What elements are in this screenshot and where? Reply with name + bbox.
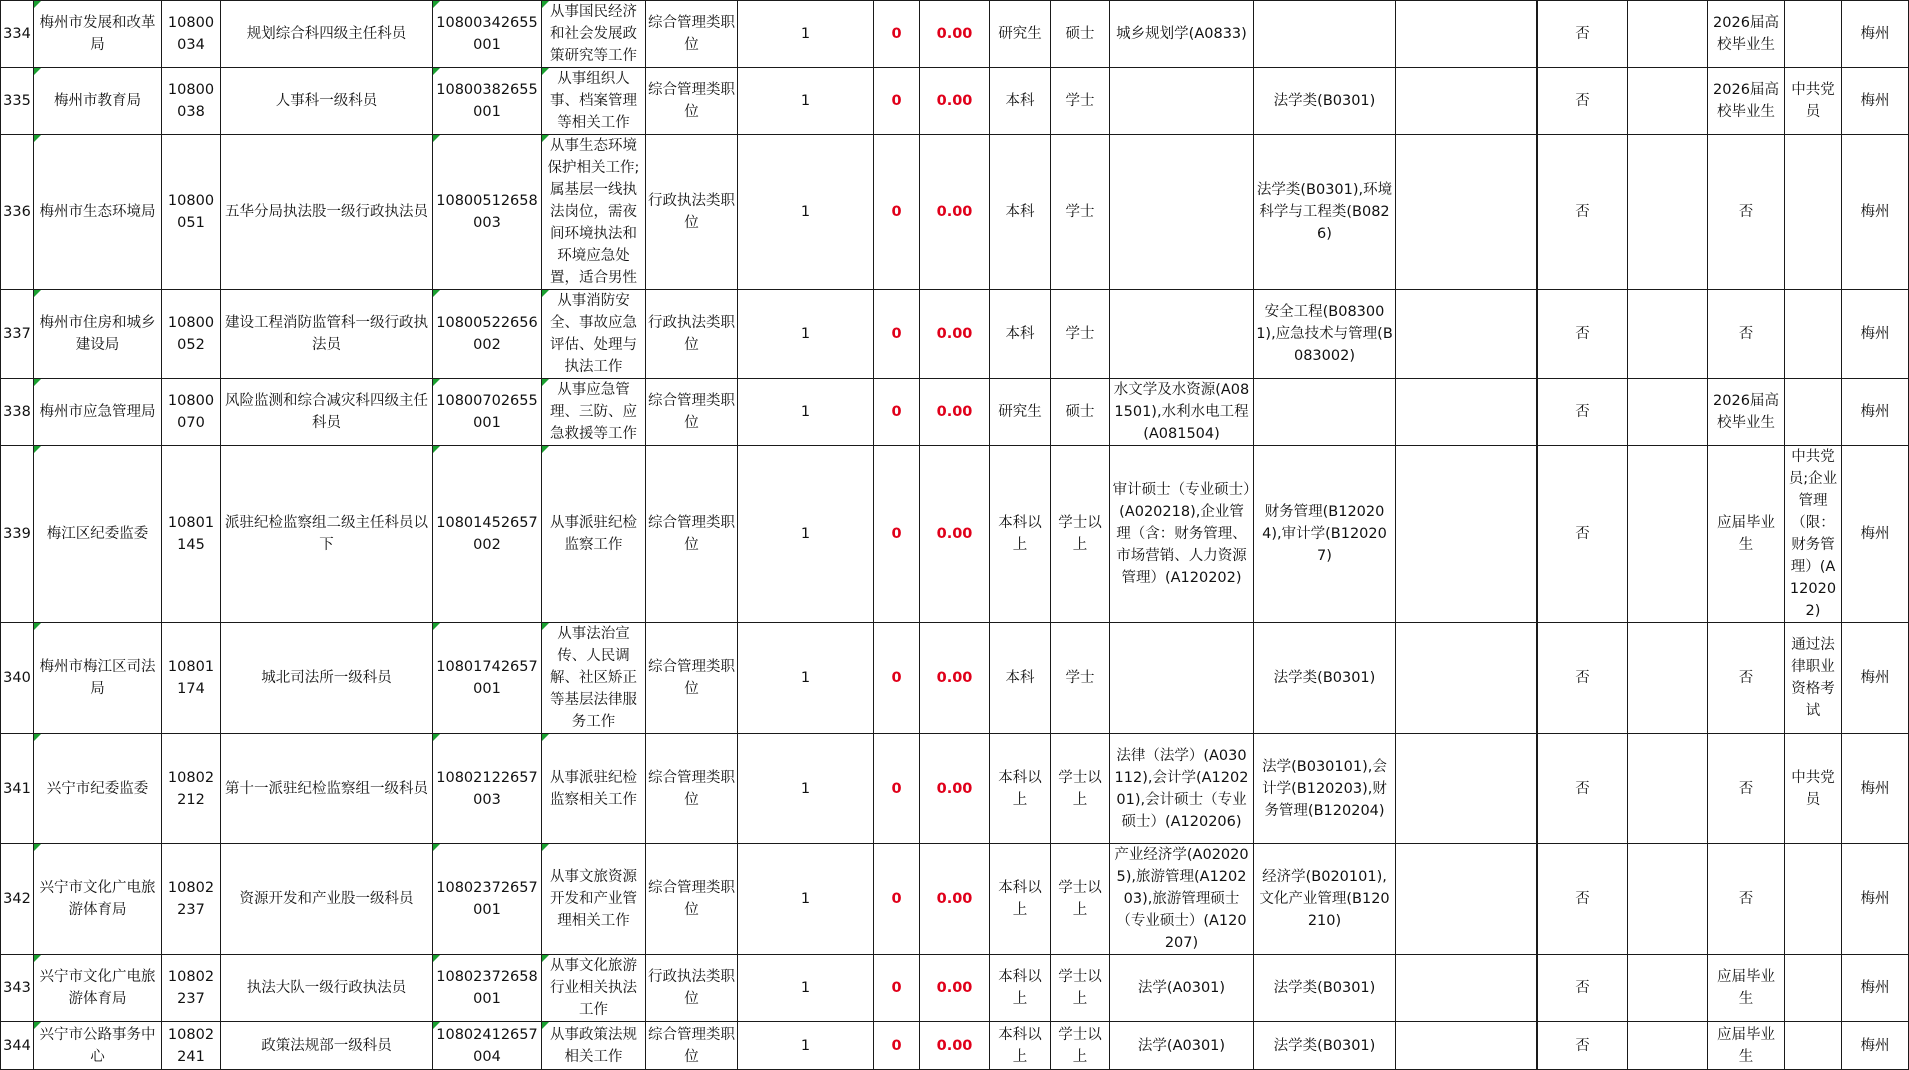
cell-quota[interactable]: 1 (738, 135, 874, 290)
table-body (1, 1, 1909, 1070)
cell-duty[interactable]: 从事派驻纪检监察工作 (542, 446, 646, 623)
cell-position[interactable]: 派驻纪检监察组二级主任科员以下 (221, 446, 433, 623)
cell-c15[interactable] (1396, 68, 1537, 135)
cell-dept-code[interactable]: 10802237 (162, 844, 221, 955)
cell-req[interactable]: 否 (1708, 135, 1785, 290)
cell-dept[interactable]: 梅江区纪委监委 (34, 446, 162, 623)
cell-duty[interactable]: 从事派驻纪检监察相关工作 (542, 734, 646, 844)
table-row (1, 446, 1909, 623)
cell-category[interactable]: 行政执法类职位 (646, 290, 738, 379)
cell-ratio[interactable]: 0.00 (920, 379, 990, 446)
cell-position[interactable]: 建设工程消防监管科一级行政执法员 (221, 290, 433, 379)
cell-major-ug[interactable]: 法学类(B0301),环境科学与工程类(B0826) (1254, 135, 1396, 290)
cell-dept-code[interactable]: 10802241 (162, 1022, 221, 1070)
cell-req[interactable]: 否 (1708, 844, 1785, 955)
cell-dept-code[interactable]: 10800052 (162, 290, 221, 379)
cell-dept-code[interactable]: 10801174 (162, 623, 221, 734)
cell-dept[interactable]: 梅州市应急管理局 (34, 379, 162, 446)
cell-degree[interactable]: 硕士 (1051, 379, 1110, 446)
cell-c18[interactable] (1628, 379, 1708, 446)
cell-c15[interactable] (1396, 290, 1537, 379)
cell-pos-code[interactable]: 10800342655001 (433, 1, 542, 68)
cell-pos-code[interactable]: 10802372658001 (433, 955, 542, 1022)
cell-position[interactable]: 政策法规部一级科员 (221, 1022, 433, 1070)
cell-applicants[interactable]: 0 (874, 135, 920, 290)
cell-req[interactable]: 2026届高校毕业生 (1708, 68, 1785, 135)
cell-duty[interactable]: 从事生态环境保护相关工作;属基层一线执法岗位，需夜间环境执法和环境应急处置，适合男性 (542, 135, 646, 290)
cell-dept-code[interactable]: 10800038 (162, 68, 221, 135)
cell-major-ug[interactable]: 经济学(B020101),文化产业管理(B120210) (1254, 844, 1396, 955)
cell-dept-code[interactable]: 10800070 (162, 379, 221, 446)
cell-applicants[interactable]: 0 (874, 290, 920, 379)
cell-category[interactable]: 综合管理类职位 (646, 68, 738, 135)
cell-major-ug[interactable]: 财务管理(B120204),审计学(B120207) (1254, 446, 1396, 623)
cell-other[interactable]: 中共党员 (1785, 734, 1842, 844)
cell-c18[interactable] (1628, 68, 1708, 135)
cell-degree[interactable]: 学士 (1051, 290, 1110, 379)
cell-other[interactable] (1785, 1, 1842, 68)
cell-pos-code[interactable]: 10801742657001 (433, 623, 542, 734)
table-row (1, 68, 1909, 135)
cell-ratio[interactable]: 0.00 (920, 844, 990, 955)
cell-category[interactable]: 综合管理类职位 (646, 734, 738, 844)
cell-pos-code[interactable]: 10802372657001 (433, 844, 542, 955)
cell-c18[interactable] (1628, 290, 1708, 379)
cell-major-grad[interactable] (1110, 623, 1254, 734)
cell-city[interactable]: 梅州 (1842, 446, 1909, 623)
cell-category[interactable]: 综合管理类职位 (646, 1022, 738, 1070)
cell-no[interactable]: 339 (1, 446, 34, 623)
cell-dept-code[interactable]: 10802212 (162, 734, 221, 844)
cell-quota[interactable]: 1 (738, 623, 874, 734)
cell-pos-code[interactable]: 10802412657004 (433, 1022, 542, 1070)
cell-major-grad[interactable]: 城乡规划学(A0833) (1110, 1, 1254, 68)
cell-major-grad[interactable]: 水文学及水资源(A081501),水利水电工程(A081504) (1110, 379, 1254, 446)
cell-applicants[interactable]: 0 (874, 68, 920, 135)
cell-edu[interactable]: 本科以上 (990, 1022, 1051, 1070)
cell-quota[interactable]: 1 (738, 1022, 874, 1070)
cell-no[interactable]: 341 (1, 734, 34, 844)
cell-ratio[interactable]: 0.00 (920, 290, 990, 379)
cell-dept[interactable]: 梅州市梅江区司法局 (34, 623, 162, 734)
cell-major-grad[interactable] (1110, 68, 1254, 135)
cell-pos-code[interactable]: 10800522656002 (433, 290, 542, 379)
cell-degree[interactable]: 学士以上 (1051, 1022, 1110, 1070)
cell-major-grad[interactable]: 法学(A0301) (1110, 1022, 1254, 1070)
table-row (1, 1022, 1909, 1070)
cell-c15[interactable] (1396, 623, 1537, 734)
cell-c18[interactable] (1628, 844, 1708, 955)
cell-position[interactable]: 城北司法所一级科员 (221, 623, 433, 734)
cell-edu[interactable]: 本科以上 (990, 734, 1051, 844)
cell-duty[interactable]: 从事组织人事、档案管理等相关工作 (542, 68, 646, 135)
cell-c18[interactable] (1628, 135, 1708, 290)
cell-other[interactable]: 通过法律职业资格考试 (1785, 623, 1842, 734)
cell-major-ug[interactable]: 安全工程(B083001),应急技术与管理(B083002) (1254, 290, 1396, 379)
cell-city[interactable]: 梅州 (1842, 135, 1909, 290)
cell-dept[interactable]: 梅州市住房和城乡建设局 (34, 290, 162, 379)
cell-req[interactable]: 2026届高校毕业生 (1708, 1, 1785, 68)
cell-major-grad[interactable]: 审计硕士（专业硕士）(A020218),企业管理（含：财务管理、市场营销、人力资源管理）(A120202) (1110, 446, 1254, 623)
cell-applicants[interactable]: 0 (874, 1, 920, 68)
cell-major-ug[interactable]: 法学类(B0301) (1254, 1022, 1396, 1070)
cell-ratio[interactable]: 0.00 (920, 1022, 990, 1070)
cell-city[interactable]: 梅州 (1842, 68, 1909, 135)
cell-c18[interactable] (1628, 1022, 1708, 1070)
cell-other[interactable]: 中共党员;企业管理（限：财务管理）(A120202) (1785, 446, 1842, 623)
cell-edu[interactable]: 本科以上 (990, 955, 1051, 1022)
cell-applicants[interactable]: 0 (874, 734, 920, 844)
cell-c15[interactable] (1396, 1022, 1537, 1070)
cell-duty[interactable]: 从事消防安全、事故应急评估、处理与执法工作 (542, 290, 646, 379)
cell-city[interactable]: 梅州 (1842, 379, 1909, 446)
cell-degree[interactable]: 学士以上 (1051, 734, 1110, 844)
cell-edu[interactable]: 本科 (990, 68, 1051, 135)
cell-dept-code[interactable]: 10800051 (162, 135, 221, 290)
cell-ratio[interactable]: 0.00 (920, 734, 990, 844)
cell-applicants[interactable]: 0 (874, 1022, 920, 1070)
cell-pos-code[interactable]: 10802122657003 (433, 734, 542, 844)
cell-major-ug[interactable]: 法学类(B0301) (1254, 955, 1396, 1022)
cell-other[interactable] (1785, 844, 1842, 955)
cell-grass[interactable]: 否 (1538, 446, 1628, 623)
cell-c15[interactable] (1396, 955, 1537, 1022)
cell-edu[interactable]: 本科 (990, 623, 1051, 734)
cell-pos-code[interactable]: 10800512658003 (433, 135, 542, 290)
cell-ratio[interactable]: 0.00 (920, 955, 990, 1022)
cell-position[interactable]: 执法大队一级行政执法员 (221, 955, 433, 1022)
cell-category[interactable]: 综合管理类职位 (646, 623, 738, 734)
cell-other[interactable] (1785, 379, 1842, 446)
cell-pos-code[interactable]: 10800702655001 (433, 379, 542, 446)
cell-position[interactable]: 资源开发和产业股一级科员 (221, 844, 433, 955)
cell-quota[interactable]: 1 (738, 844, 874, 955)
cell-ratio[interactable]: 0.00 (920, 68, 990, 135)
cell-grass[interactable]: 否 (1538, 68, 1628, 135)
cell-req[interactable]: 应届毕业生 (1708, 446, 1785, 623)
cell-dept[interactable]: 梅州市生态环境局 (34, 135, 162, 290)
cell-major-ug[interactable]: 法学类(B0301) (1254, 623, 1396, 734)
cell-major-grad[interactable]: 法学(A0301) (1110, 955, 1254, 1022)
table-row (1, 623, 1909, 734)
table-row (1, 734, 1909, 844)
cell-c15[interactable] (1396, 844, 1537, 955)
cell-quota[interactable]: 1 (738, 1, 874, 68)
cell-city[interactable]: 梅州 (1842, 1022, 1909, 1070)
cell-no[interactable]: 337 (1, 290, 34, 379)
cell-grass[interactable]: 否 (1538, 379, 1628, 446)
cell-ratio[interactable]: 0.00 (920, 623, 990, 734)
cell-no[interactable]: 338 (1, 379, 34, 446)
cell-ratio[interactable]: 0.00 (920, 135, 990, 290)
cell-major-ug[interactable] (1254, 1, 1396, 68)
cell-c18[interactable] (1628, 623, 1708, 734)
cell-no[interactable]: 344 (1, 1022, 34, 1070)
cell-dept-code[interactable]: 10800034 (162, 1, 221, 68)
cell-grass[interactable]: 否 (1538, 955, 1628, 1022)
cell-req[interactable]: 否 (1708, 623, 1785, 734)
cell-req[interactable]: 否 (1708, 290, 1785, 379)
cell-edu[interactable]: 本科 (990, 135, 1051, 290)
cell-dept-code[interactable]: 10802237 (162, 955, 221, 1022)
cell-quota[interactable]: 1 (738, 955, 874, 1022)
cell-city[interactable]: 梅州 (1842, 734, 1909, 844)
cell-req[interactable]: 2026届高校毕业生 (1708, 379, 1785, 446)
cell-grass[interactable]: 否 (1538, 1022, 1628, 1070)
cell-position[interactable]: 五华分局执法股一级行政执法员 (221, 135, 433, 290)
cell-pos-code[interactable]: 10801452657002 (433, 446, 542, 623)
cell-applicants[interactable]: 0 (874, 379, 920, 446)
cell-dept[interactable]: 兴宁市文化广电旅游体育局 (34, 955, 162, 1022)
cell-degree[interactable]: 学士以上 (1051, 955, 1110, 1022)
cell-dept[interactable]: 梅州市发展和改革局 (34, 1, 162, 68)
cell-quota[interactable]: 1 (738, 446, 874, 623)
cell-city[interactable]: 梅州 (1842, 955, 1909, 1022)
cell-major-grad[interactable]: 产业经济学(A020205),旅游管理(A120203),旅游管理硕士（专业硕士）(A120207) (1110, 844, 1254, 955)
cell-dept[interactable]: 兴宁市文化广电旅游体育局 (34, 844, 162, 955)
cell-duty[interactable]: 从事文旅资源开发和产业管理相关工作 (542, 844, 646, 955)
cell-other[interactable] (1785, 135, 1842, 290)
cell-quota[interactable]: 1 (738, 379, 874, 446)
cell-ratio[interactable]: 0.00 (920, 446, 990, 623)
cell-degree[interactable]: 学士 (1051, 68, 1110, 135)
cell-major-ug[interactable]: 法学类(B0301) (1254, 68, 1396, 135)
cell-category[interactable]: 综合管理类职位 (646, 1, 738, 68)
cell-no[interactable]: 340 (1, 623, 34, 734)
cell-c15[interactable] (1396, 135, 1537, 290)
cell-duty[interactable]: 从事国民经济和社会发展政策研究等工作 (542, 1, 646, 68)
cell-pos-code[interactable]: 10800382655001 (433, 68, 542, 135)
cell-grass[interactable]: 否 (1538, 290, 1628, 379)
cell-duty[interactable]: 从事政策法规相关工作 (542, 1022, 646, 1070)
cell-major-grad[interactable] (1110, 290, 1254, 379)
cell-req[interactable]: 应届毕业生 (1708, 1022, 1785, 1070)
cell-edu[interactable]: 本科 (990, 290, 1051, 379)
cell-other[interactable] (1785, 1022, 1842, 1070)
cell-no[interactable]: 335 (1, 68, 34, 135)
cell-category[interactable]: 行政执法类职位 (646, 955, 738, 1022)
cell-edu[interactable]: 本科以上 (990, 446, 1051, 623)
cell-c15[interactable] (1396, 379, 1537, 446)
cell-degree[interactable]: 学士 (1051, 135, 1110, 290)
cell-edu[interactable]: 研究生 (990, 1, 1051, 68)
cell-no[interactable]: 342 (1, 844, 34, 955)
cell-grass[interactable]: 否 (1538, 135, 1628, 290)
cell-no[interactable]: 343 (1, 955, 34, 1022)
cell-major-grad[interactable]: 法律（法学）(A030112),会计学(A120201),会计硕士（专业硕士）(A120206) (1110, 734, 1254, 844)
cell-c18[interactable] (1628, 734, 1708, 844)
cell-grass[interactable]: 否 (1538, 623, 1628, 734)
cell-category[interactable]: 行政执法类职位 (646, 135, 738, 290)
cell-dept[interactable]: 兴宁市公路事务中心 (34, 1022, 162, 1070)
cell-major-ug[interactable] (1254, 379, 1396, 446)
cell-edu[interactable]: 本科以上 (990, 844, 1051, 955)
table-row (1, 1, 1909, 68)
cell-quota[interactable]: 1 (738, 290, 874, 379)
cell-position[interactable]: 规划综合科四级主任科员 (221, 1, 433, 68)
cell-dept[interactable]: 梅州市教育局 (34, 68, 162, 135)
table-row (1, 135, 1909, 290)
cell-city[interactable]: 梅州 (1842, 1, 1909, 68)
cell-applicants[interactable]: 0 (874, 446, 920, 623)
cell-category[interactable]: 综合管理类职位 (646, 446, 738, 623)
cell-major-ug[interactable]: 法学(B030101),会计学(B120203),财务管理(B120204) (1254, 734, 1396, 844)
table-row (1, 290, 1909, 379)
cell-other[interactable] (1785, 955, 1842, 1022)
cell-city[interactable]: 梅州 (1842, 844, 1909, 955)
cell-degree[interactable]: 学士以上 (1051, 446, 1110, 623)
cell-position[interactable]: 人事科一级科员 (221, 68, 433, 135)
cell-c18[interactable] (1628, 446, 1708, 623)
cell-city[interactable]: 梅州 (1842, 623, 1909, 734)
cell-category[interactable]: 综合管理类职位 (646, 844, 738, 955)
cell-city[interactable]: 梅州 (1842, 290, 1909, 379)
cell-duty[interactable]: 从事应急管理、三防、应急救援等工作 (542, 379, 646, 446)
cell-c18[interactable] (1628, 1, 1708, 68)
cell-degree[interactable]: 学士 (1051, 623, 1110, 734)
cell-c18[interactable] (1628, 955, 1708, 1022)
cell-category[interactable]: 综合管理类职位 (646, 379, 738, 446)
table-row (1, 379, 1909, 446)
cell-c15[interactable] (1396, 1, 1537, 68)
cell-applicants[interactable]: 0 (874, 844, 920, 955)
cell-duty[interactable]: 从事法治宣传、人民调解、社区矫正等基层法律服务工作 (542, 623, 646, 734)
cell-edu[interactable]: 研究生 (990, 379, 1051, 446)
cell-position[interactable]: 风险监测和综合减灾科四级主任科员 (221, 379, 433, 446)
cell-applicants[interactable]: 0 (874, 955, 920, 1022)
cell-no[interactable]: 336 (1, 135, 34, 290)
cell-position[interactable]: 第十一派驻纪检监察组一级科员 (221, 734, 433, 844)
cell-applicants[interactable]: 0 (874, 623, 920, 734)
cell-no[interactable]: 334 (1, 1, 34, 68)
cell-grass[interactable]: 否 (1538, 1, 1628, 68)
table-row (1, 955, 1909, 1022)
cell-req[interactable]: 应届毕业生 (1708, 955, 1785, 1022)
cell-grass[interactable]: 否 (1538, 844, 1628, 955)
cell-req[interactable]: 否 (1708, 734, 1785, 844)
cell-degree[interactable]: 学士以上 (1051, 844, 1110, 955)
cell-degree[interactable]: 硕士 (1051, 1, 1110, 68)
cell-quota[interactable]: 1 (738, 734, 874, 844)
cell-dept[interactable]: 兴宁市纪委监委 (34, 734, 162, 844)
table-row (1, 844, 1909, 955)
cell-duty[interactable]: 从事文化旅游行业相关执法工作 (542, 955, 646, 1022)
cell-dept-code[interactable]: 10801145 (162, 446, 221, 623)
cell-other[interactable]: 中共党员 (1785, 68, 1842, 135)
cell-quota[interactable]: 1 (738, 68, 874, 135)
cell-major-grad[interactable] (1110, 135, 1254, 290)
cell-grass[interactable]: 否 (1538, 734, 1628, 844)
cell-c15[interactable] (1396, 446, 1537, 623)
cell-c15[interactable] (1396, 734, 1537, 844)
cell-other[interactable] (1785, 290, 1842, 379)
cell-ratio[interactable]: 0.00 (920, 1, 990, 68)
